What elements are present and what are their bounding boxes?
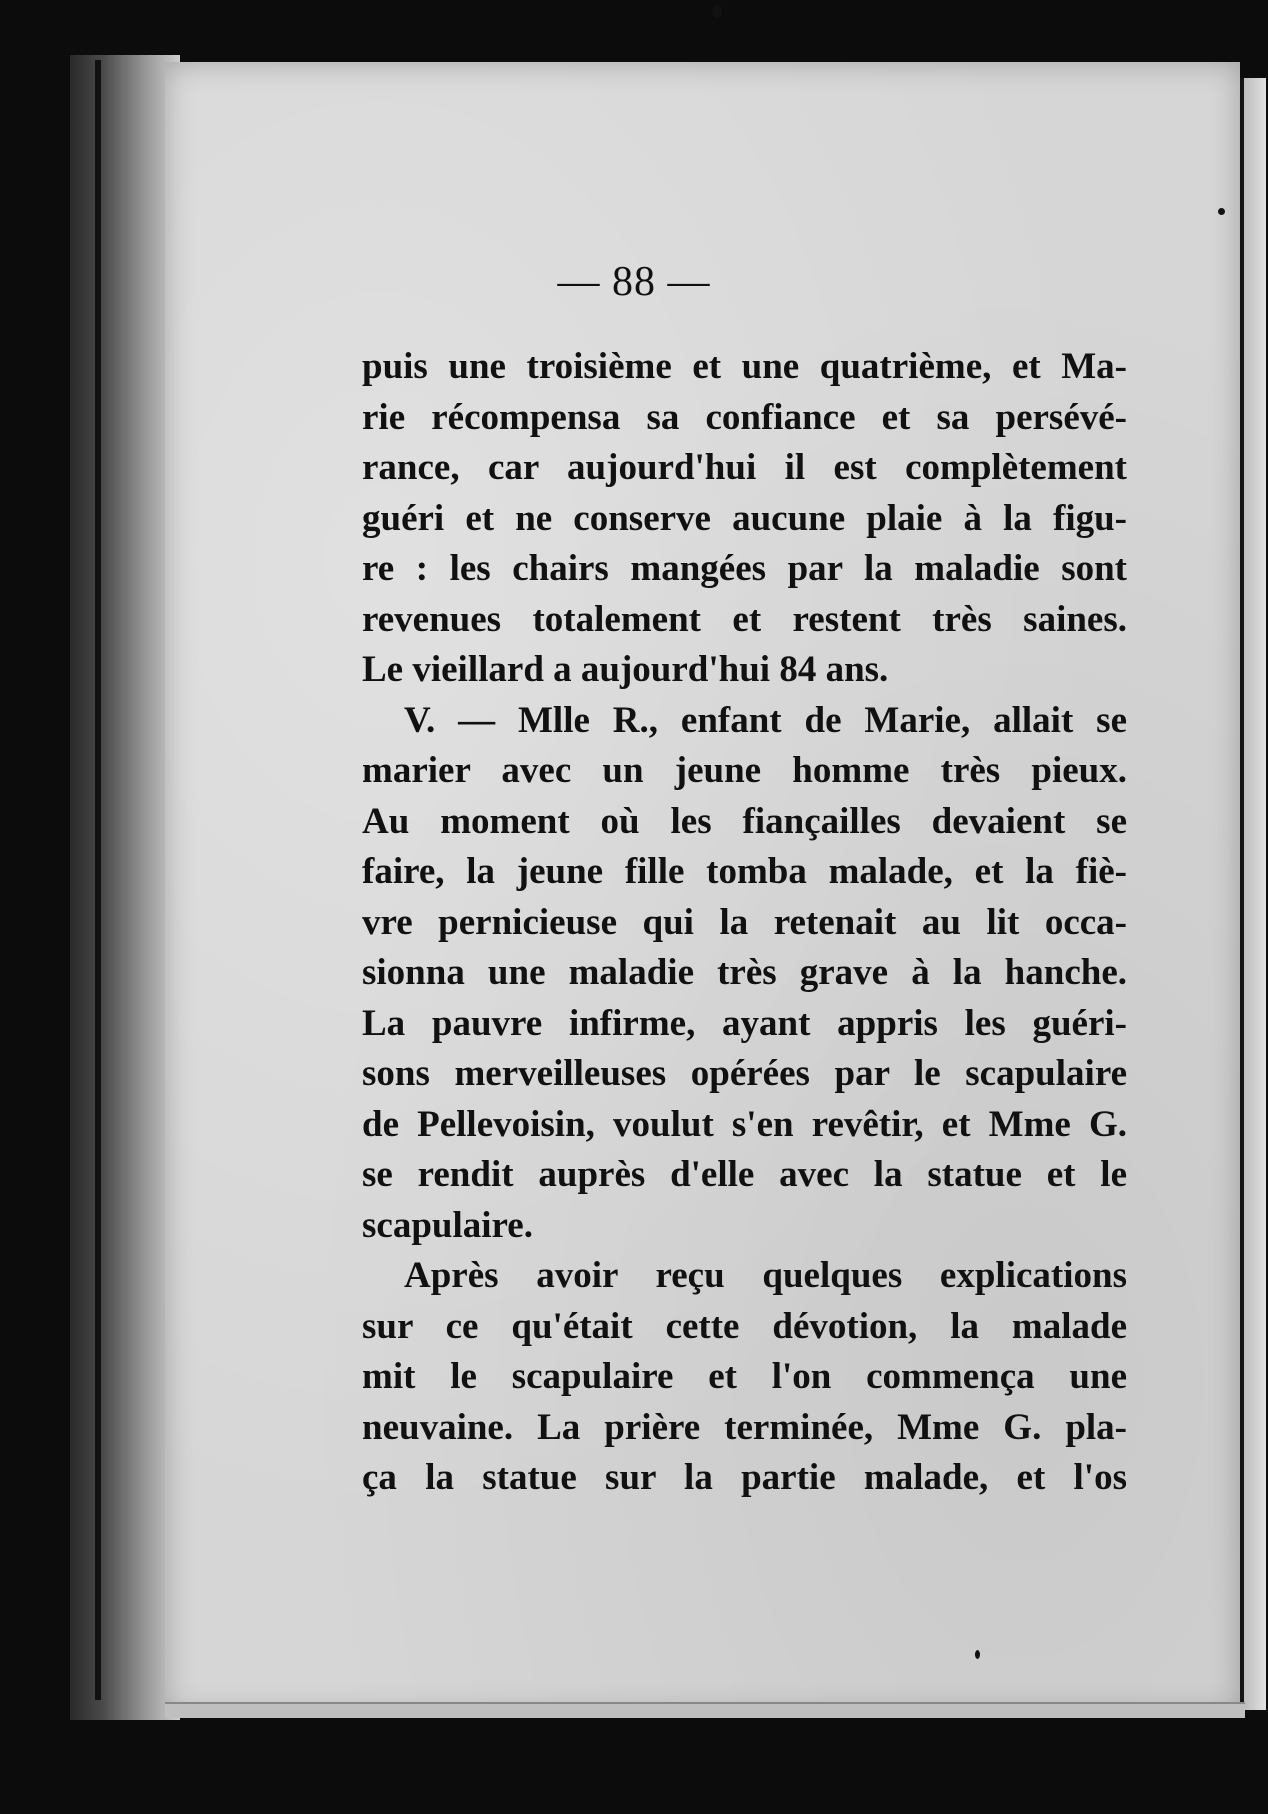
text-line: sionna une maladie très grave à la hanche.	[362, 952, 1127, 993]
text-line: scapulaire.	[362, 1204, 533, 1246]
text-line: de Pellevoisin, voulut s'en revêtir, et Mme G.	[362, 1103, 1127, 1145]
paragraph-2	[362, 696, 1127, 1252]
paragraph-1	[362, 342, 1127, 696]
text-line: ça la statue sur la partie malade, et l'os	[362, 1457, 1127, 1498]
text-line: mit le scapulaire et l'on commença une	[362, 1356, 1127, 1397]
text-line: rance, car aujourd'hui il est complètement	[362, 447, 1127, 488]
text-line: Le vieillard a aujourd'hui 84 ans.	[362, 649, 889, 690]
text-line: re : les chairs mangées par la maladie sont	[362, 548, 1127, 589]
text-line: vre pernicieuse qui la retenait au lit occa-	[362, 901, 1127, 943]
adjacent-page-edge	[1240, 78, 1266, 1710]
text-line: marier avec un jeune homme très pieux.	[362, 750, 1127, 791]
text-line: neuvaine. La prière terminée, Mme G. pla-	[362, 1406, 1127, 1448]
text-line: Après avoir reçu quelques explications	[404, 1255, 1127, 1296]
paragraph-3	[362, 1251, 1127, 1504]
text-line: sons merveilleuses opérées par le scapulaire	[362, 1053, 1127, 1094]
body-text	[362, 342, 1127, 1504]
scan-speck	[712, 4, 722, 18]
text-line: rie récompensa sa confiance et sa persévé-	[362, 396, 1127, 438]
text-line: revenues totalement et restent très saines.	[362, 598, 1127, 640]
scan-speck	[1218, 208, 1225, 215]
text-line: Au moment où les fiançailles devaient se	[362, 800, 1127, 842]
scan-speck	[975, 1650, 980, 1659]
page-bottom-edge	[165, 1702, 1245, 1718]
page-number: — 88 —	[557, 259, 711, 305]
text-line: V. — Mlle R., enfant de Marie, allait se	[404, 699, 1127, 741]
binding-edge	[95, 60, 101, 1700]
text-line: puis une troisième et une quatrième, et Ma-	[362, 346, 1127, 387]
text-line: se rendit auprès d'elle avec la statue et le	[362, 1154, 1127, 1195]
text-line: guéri et ne conserve aucune plaie à la figu-	[362, 497, 1127, 539]
text-line: sur ce qu'était cette dévotion, la malade	[362, 1305, 1127, 1347]
text-line: La pauvre infirme, ayant appris les guéri-	[362, 1002, 1127, 1044]
text-line: faire, la jeune fille tomba malade, et la fiè-	[362, 851, 1127, 892]
